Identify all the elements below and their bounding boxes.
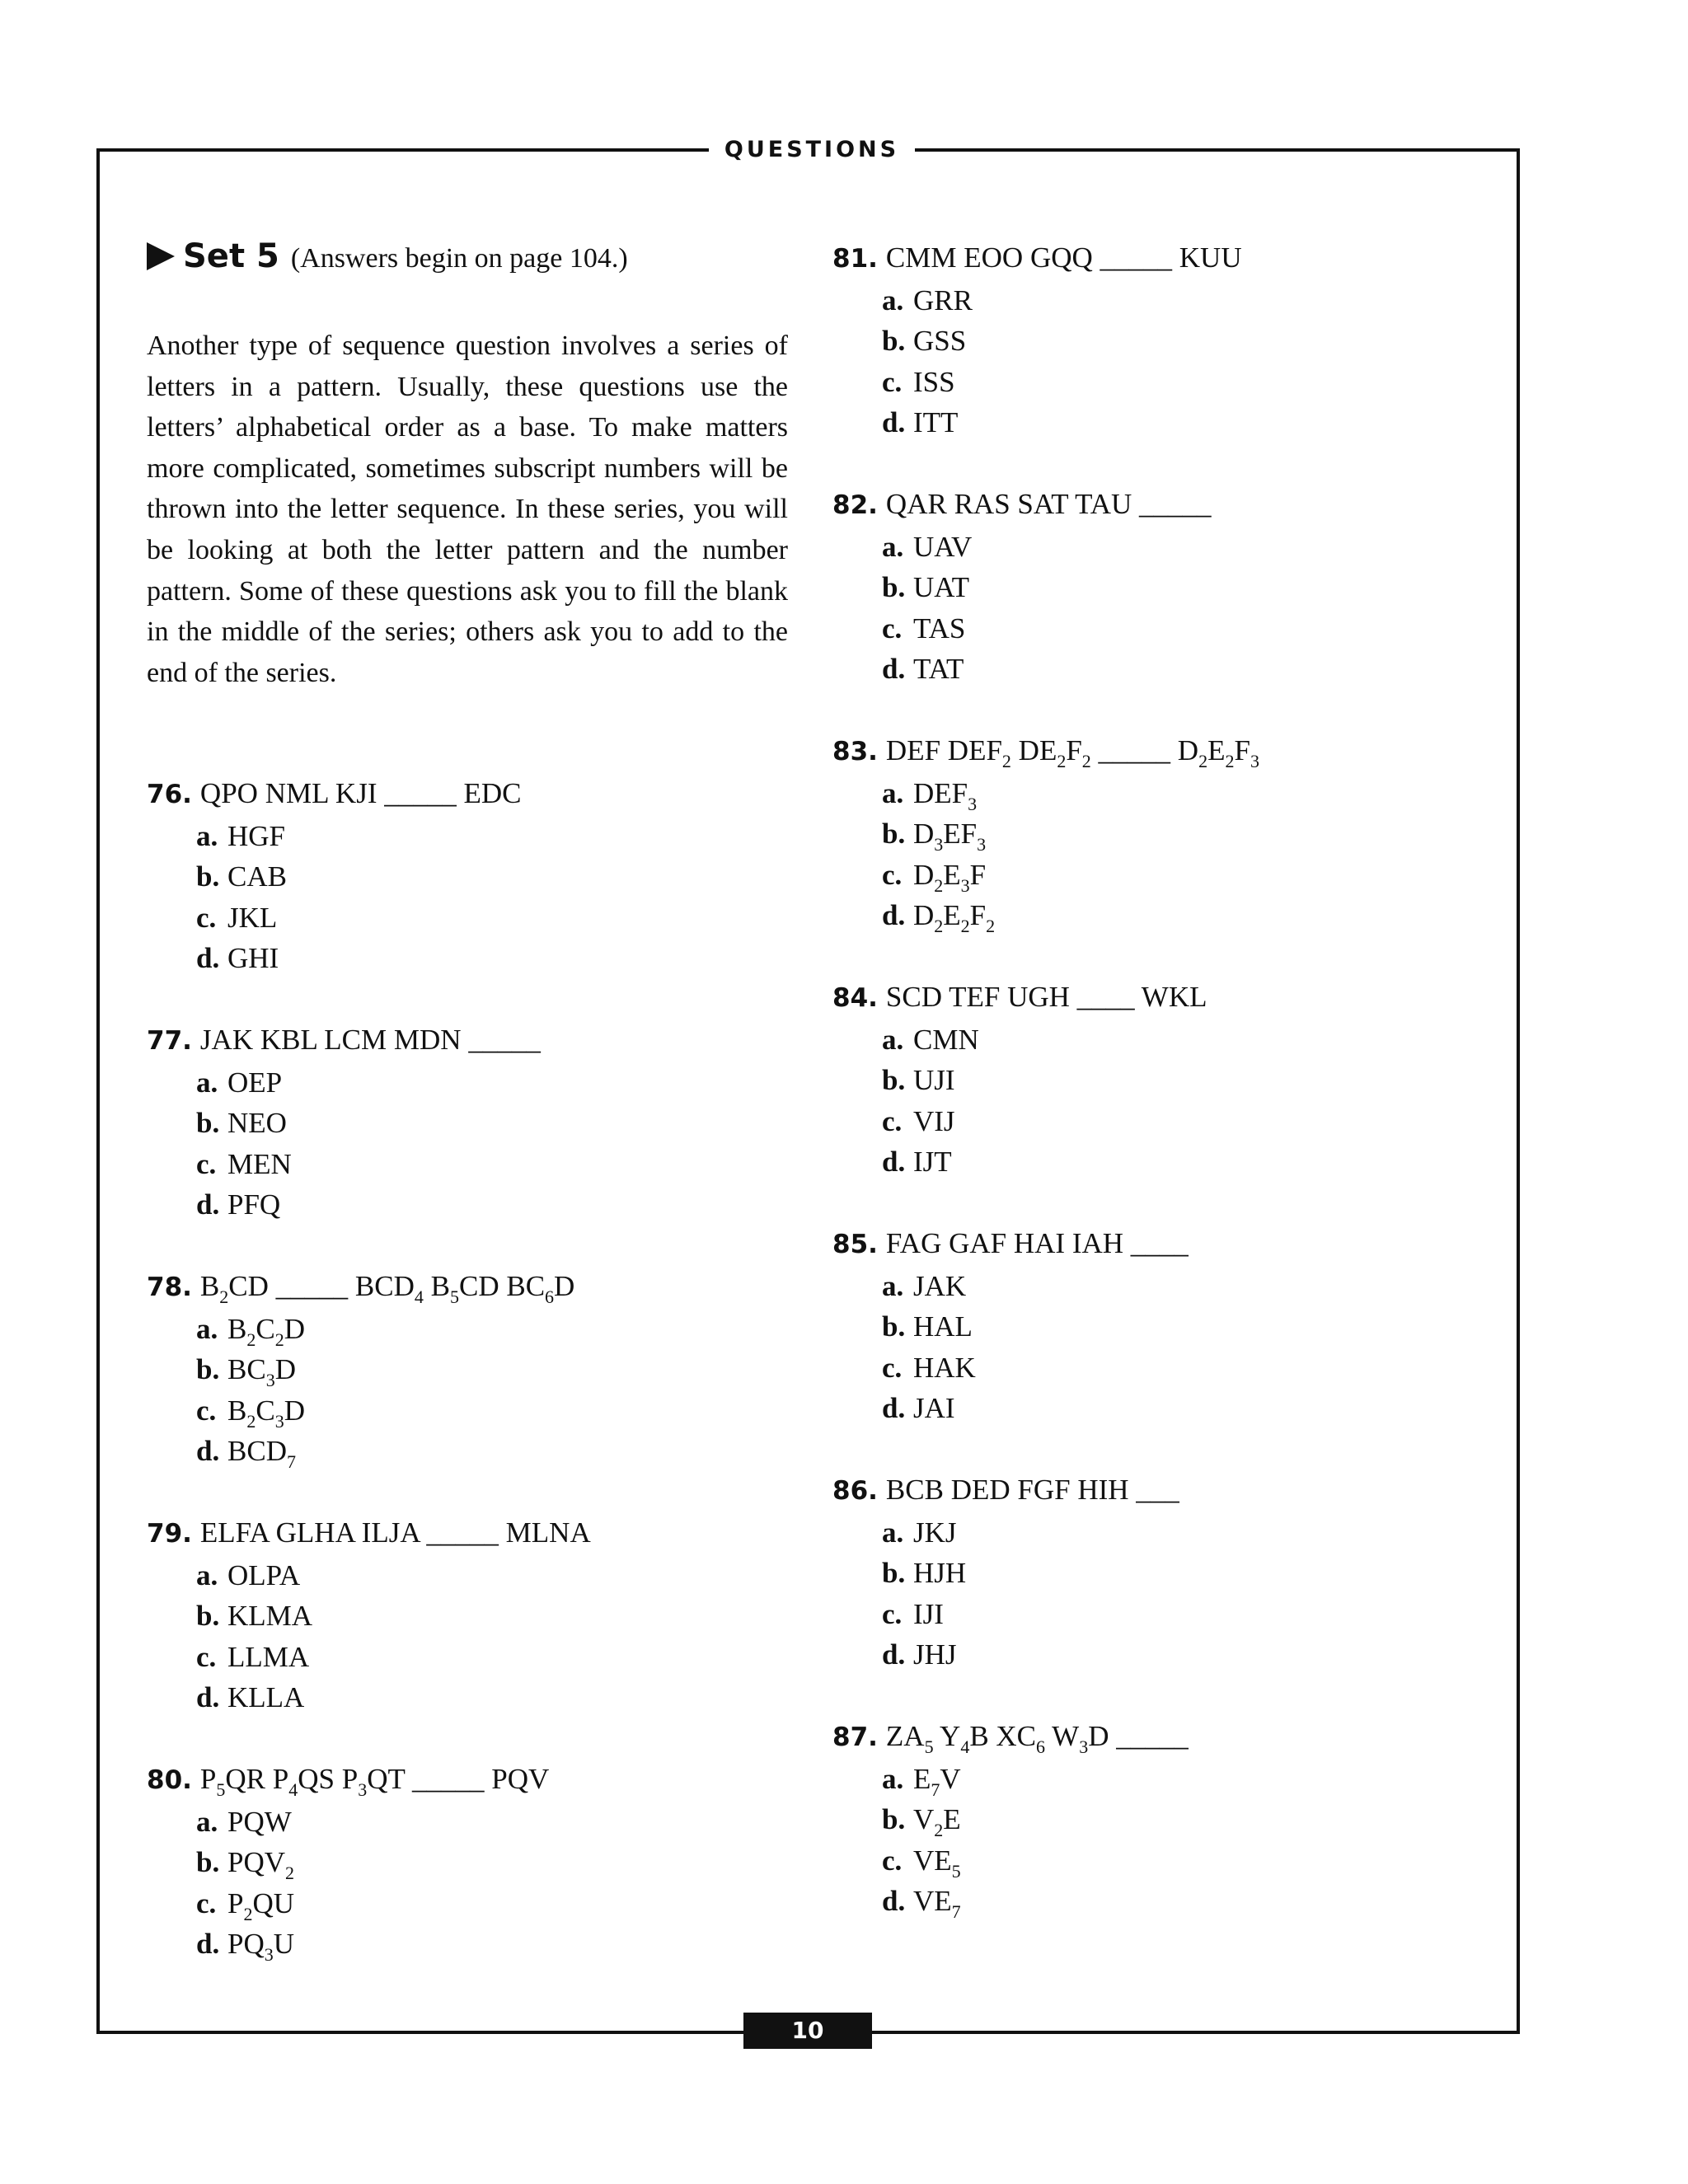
option-text: IJT — [913, 1146, 952, 1178]
option-letter: b. — [196, 1107, 220, 1139]
question-number: 86. — [832, 1476, 878, 1506]
option-letter: c. — [882, 1844, 903, 1877]
answer-option — [196, 1349, 574, 1390]
answer-option — [882, 855, 1259, 896]
answer-option — [196, 1924, 549, 1965]
question-number: 87. — [832, 1722, 878, 1752]
answer-option — [196, 1184, 541, 1226]
option-text: CMN — [913, 1023, 979, 1056]
answer-option — [882, 1060, 1207, 1101]
answer-option — [882, 608, 1212, 649]
option-letter: a. — [882, 1516, 904, 1549]
page-number: 10 — [743, 2013, 872, 2049]
answer-option — [196, 856, 521, 898]
option-letter: b. — [196, 1353, 220, 1385]
option-text: $VE_5$ — [913, 1844, 961, 1882]
answer-option — [882, 773, 1259, 814]
option-text: HAK — [913, 1351, 976, 1384]
question-stem — [147, 1266, 574, 1309]
option-letter: a. — [882, 1762, 904, 1795]
answer-option — [882, 1306, 1189, 1347]
option-text: $BC_3D$ — [227, 1353, 296, 1390]
question-number: 78. — [147, 1272, 192, 1302]
answer-option — [882, 1512, 1179, 1554]
question-number: 83. — [832, 737, 878, 766]
answer-option — [882, 1019, 1207, 1061]
option-text: PFQ — [227, 1188, 281, 1221]
question-text: QPO NML KJI _____ EDC — [199, 777, 522, 809]
question-text: JAK KBL LCM MDN _____ — [199, 1024, 541, 1056]
set-title: Set 5 — [183, 237, 279, 275]
option-letter: c. — [196, 1394, 217, 1427]
question-text: QAR RAS SAT TAU _____ — [885, 488, 1212, 520]
answer-option — [196, 1431, 574, 1472]
answer-option — [882, 1634, 1179, 1675]
question-number: 77. — [147, 1026, 192, 1056]
option-letter: c. — [196, 1886, 217, 1919]
answer-option — [882, 1101, 1207, 1142]
option-letter: d. — [882, 406, 906, 438]
answer-option — [196, 938, 521, 979]
option-letter: d. — [882, 1146, 906, 1178]
answer-option — [882, 1141, 1207, 1183]
option-text: GRR — [913, 284, 973, 316]
option-text: NEO — [227, 1107, 287, 1139]
option-text: JKL — [227, 901, 278, 934]
option-letter: d. — [196, 1435, 220, 1467]
answer-option — [196, 1842, 549, 1883]
option-letter: c. — [882, 1351, 903, 1384]
option-letter: a. — [882, 1269, 904, 1302]
answer-option — [196, 1637, 591, 1678]
option-text: HAL — [913, 1310, 973, 1343]
option-text: HGF — [227, 819, 286, 852]
option-letter: d. — [882, 1392, 906, 1424]
answer-option — [882, 362, 1242, 403]
answer-option — [196, 1062, 541, 1104]
answer-option — [882, 1594, 1179, 1635]
answer-option — [882, 649, 1212, 690]
option-text: ITT — [913, 406, 959, 438]
option-letter: a. — [196, 1805, 218, 1838]
answer-option — [882, 1840, 1189, 1882]
option-text: $V_2E$ — [913, 1803, 961, 1840]
answer-option — [196, 1883, 549, 1924]
option-text: $PQV_2$ — [227, 1846, 295, 1883]
option-letter: d. — [196, 1188, 220, 1221]
answer-option — [196, 1555, 591, 1596]
option-letter: d. — [196, 1928, 220, 1960]
option-letter: a. — [196, 1558, 218, 1591]
question-stem — [832, 1469, 1179, 1512]
option-letter: b. — [882, 571, 906, 603]
answer-option — [196, 1309, 574, 1350]
answer-option — [882, 1799, 1189, 1840]
option-letter: d. — [882, 899, 906, 931]
answer-option — [882, 1759, 1189, 1800]
option-text: TAS — [913, 612, 966, 644]
answer-option — [882, 280, 1242, 321]
question-item — [832, 1223, 1189, 1429]
question-text: $P_5QR$ $P_4QS$ $P_3QT$ _____ PQV — [199, 1763, 550, 1800]
question-text: CMM EOO GQQ _____ KUU — [885, 241, 1242, 274]
option-text: $B_2C_2D$ — [227, 1312, 305, 1350]
option-letter: b. — [882, 1064, 906, 1096]
question-text: ELFA GLHA ILJA _____ MLNA — [199, 1516, 591, 1549]
question-number: 82. — [832, 490, 878, 520]
question-text: DEF $DEF_2$ $DE_2F_2$ _____ $D_2E_2F_3$ — [885, 734, 1259, 771]
question-text: $B_2CD$ _____ $BCD_4$ $B_5CD$ $BC_6D$ — [199, 1270, 575, 1307]
option-letter: d. — [882, 1885, 906, 1917]
option-text: JKJ — [913, 1516, 957, 1549]
intro-paragraph: Another type of sequence question involves a series of letters in a pattern. Usually, these questions use the letters’ alphabetical order as a base. To make matters more complicated, sometimes subscript numbers will be thrown into the letter sequence. In these series, you will be looking at both the letter pattern and the number pattern. Some of these questions ask you to fill the blank in the middle of the series; others ask you to add to the end of the series. — [147, 330, 788, 688]
answer-option — [196, 816, 521, 857]
triangle-arrow-icon — [147, 242, 175, 270]
question-number: 81. — [832, 244, 878, 274]
question-item — [832, 730, 1259, 936]
option-text: UAV — [913, 530, 973, 563]
option-letter: b. — [882, 325, 906, 357]
option-text: GSS — [913, 325, 967, 357]
answer-option — [882, 1347, 1189, 1389]
option-text: $D_3EF_3$ — [913, 818, 987, 855]
option-letter: b. — [882, 1803, 906, 1835]
option-text: $D_2E_2F_2$ — [913, 899, 996, 936]
option-letter: b. — [882, 1557, 906, 1589]
option-text: KLMA — [227, 1600, 313, 1632]
option-letter: a. — [882, 1023, 904, 1056]
answer-option — [196, 1677, 591, 1718]
section-header: QUESTIONS — [709, 134, 915, 166]
option-letter: c. — [882, 1597, 903, 1630]
answer-option — [196, 1802, 549, 1843]
answer-option — [882, 402, 1242, 443]
question-item — [832, 1469, 1179, 1675]
answer-option — [196, 1103, 541, 1144]
question-item — [832, 484, 1212, 690]
option-letter: d. — [882, 1638, 906, 1671]
option-letter: c. — [196, 1147, 217, 1180]
question-item — [147, 1512, 591, 1718]
option-letter: a. — [882, 776, 904, 809]
option-letter: b. — [882, 1310, 906, 1343]
question-item — [147, 773, 521, 979]
option-text: MEN — [227, 1147, 292, 1180]
option-text: CAB — [227, 860, 287, 893]
answer-option — [882, 1553, 1179, 1594]
option-letter: c. — [882, 1104, 903, 1137]
answer-option — [196, 1144, 541, 1185]
question-item — [832, 237, 1242, 443]
answer-option — [882, 527, 1212, 568]
option-text: GHI — [227, 942, 279, 974]
question-stem — [832, 237, 1242, 280]
question-number: 80. — [147, 1765, 192, 1795]
option-letter: b. — [196, 1600, 220, 1632]
option-letter: c. — [882, 365, 903, 398]
option-text: $E_7V$ — [913, 1762, 961, 1800]
question-stem — [832, 484, 1212, 527]
answer-option — [882, 813, 1259, 855]
question-text: BCB DED FGF HIH ___ — [885, 1474, 1179, 1506]
option-letter: b. — [196, 860, 220, 893]
option-letter: c. — [882, 612, 903, 644]
question-stem — [147, 1512, 591, 1555]
option-text: $P_2QU$ — [227, 1886, 295, 1924]
question-stem — [832, 977, 1207, 1019]
question-stem — [832, 1716, 1189, 1759]
question-item — [147, 1019, 541, 1226]
answer-option — [196, 1596, 591, 1637]
option-letter: a. — [196, 1312, 218, 1345]
answer-option — [882, 1388, 1189, 1429]
question-stem — [832, 730, 1259, 773]
question-number: 84. — [832, 983, 878, 1013]
option-text: JHJ — [913, 1638, 957, 1671]
answer-option — [882, 895, 1259, 936]
option-text: OLPA — [227, 1558, 301, 1591]
question-stem — [147, 773, 521, 816]
question-number: 85. — [832, 1230, 878, 1259]
option-text: $DEF_3$ — [913, 776, 978, 814]
question-number: 76. — [147, 780, 192, 809]
option-text: $B_2C_3D$ — [227, 1394, 305, 1432]
question-number: 79. — [147, 1519, 192, 1549]
answer-option — [882, 321, 1242, 362]
option-text: UJI — [913, 1064, 955, 1096]
option-letter: c. — [882, 858, 903, 891]
option-text: $BCD_7$ — [227, 1435, 296, 1472]
option-letter: a. — [196, 819, 218, 852]
option-text: OEP — [227, 1066, 283, 1099]
option-letter: d. — [196, 1681, 220, 1713]
option-letter: d. — [196, 942, 220, 974]
question-stem — [147, 1019, 541, 1062]
option-text: HJH — [913, 1557, 967, 1589]
answer-option — [882, 1881, 1189, 1922]
option-letter: b. — [196, 1846, 220, 1878]
option-text: JAI — [913, 1392, 955, 1424]
question-text: SCD TEF UGH ____ WKL — [885, 981, 1207, 1013]
option-letter: a. — [882, 284, 904, 316]
answer-option — [196, 1390, 574, 1432]
question-item — [832, 1716, 1189, 1922]
option-letter: d. — [882, 653, 906, 685]
set-note: (Answers begin on page 104.) — [290, 243, 628, 274]
question-text: FAG GAF HAI IAH ____ — [885, 1227, 1189, 1259]
question-item — [832, 977, 1207, 1183]
question-stem — [832, 1223, 1189, 1266]
option-letter: b. — [882, 818, 906, 850]
answer-option — [882, 1266, 1189, 1307]
set-heading — [147, 237, 628, 275]
answer-option — [882, 567, 1212, 608]
option-text: VIJ — [913, 1104, 955, 1137]
option-letter: a. — [196, 1066, 218, 1099]
option-text: LLMA — [227, 1640, 310, 1673]
option-text: JAK — [913, 1269, 967, 1302]
option-text: TAT — [913, 653, 964, 685]
question-item — [147, 1266, 574, 1472]
option-text: ISS — [913, 365, 955, 398]
option-letter: a. — [882, 530, 904, 563]
question-text: $ZA_5$ $Y_4B$ $XC_6$ $W_3D$ _____ — [885, 1720, 1189, 1757]
option-text: $PQ_3U$ — [227, 1928, 295, 1965]
question-stem — [147, 1759, 549, 1802]
question-item — [147, 1759, 549, 1965]
option-text: UAT — [913, 571, 970, 603]
option-text: PQW — [227, 1805, 292, 1838]
answer-option — [196, 898, 521, 939]
option-text: KLLA — [227, 1681, 305, 1713]
option-letter: c. — [196, 1640, 217, 1673]
option-text: $D_2E_3F$ — [913, 858, 987, 896]
option-text: $VE_7$ — [913, 1885, 961, 1922]
option-letter: c. — [196, 901, 217, 934]
option-text: IJI — [913, 1597, 944, 1630]
